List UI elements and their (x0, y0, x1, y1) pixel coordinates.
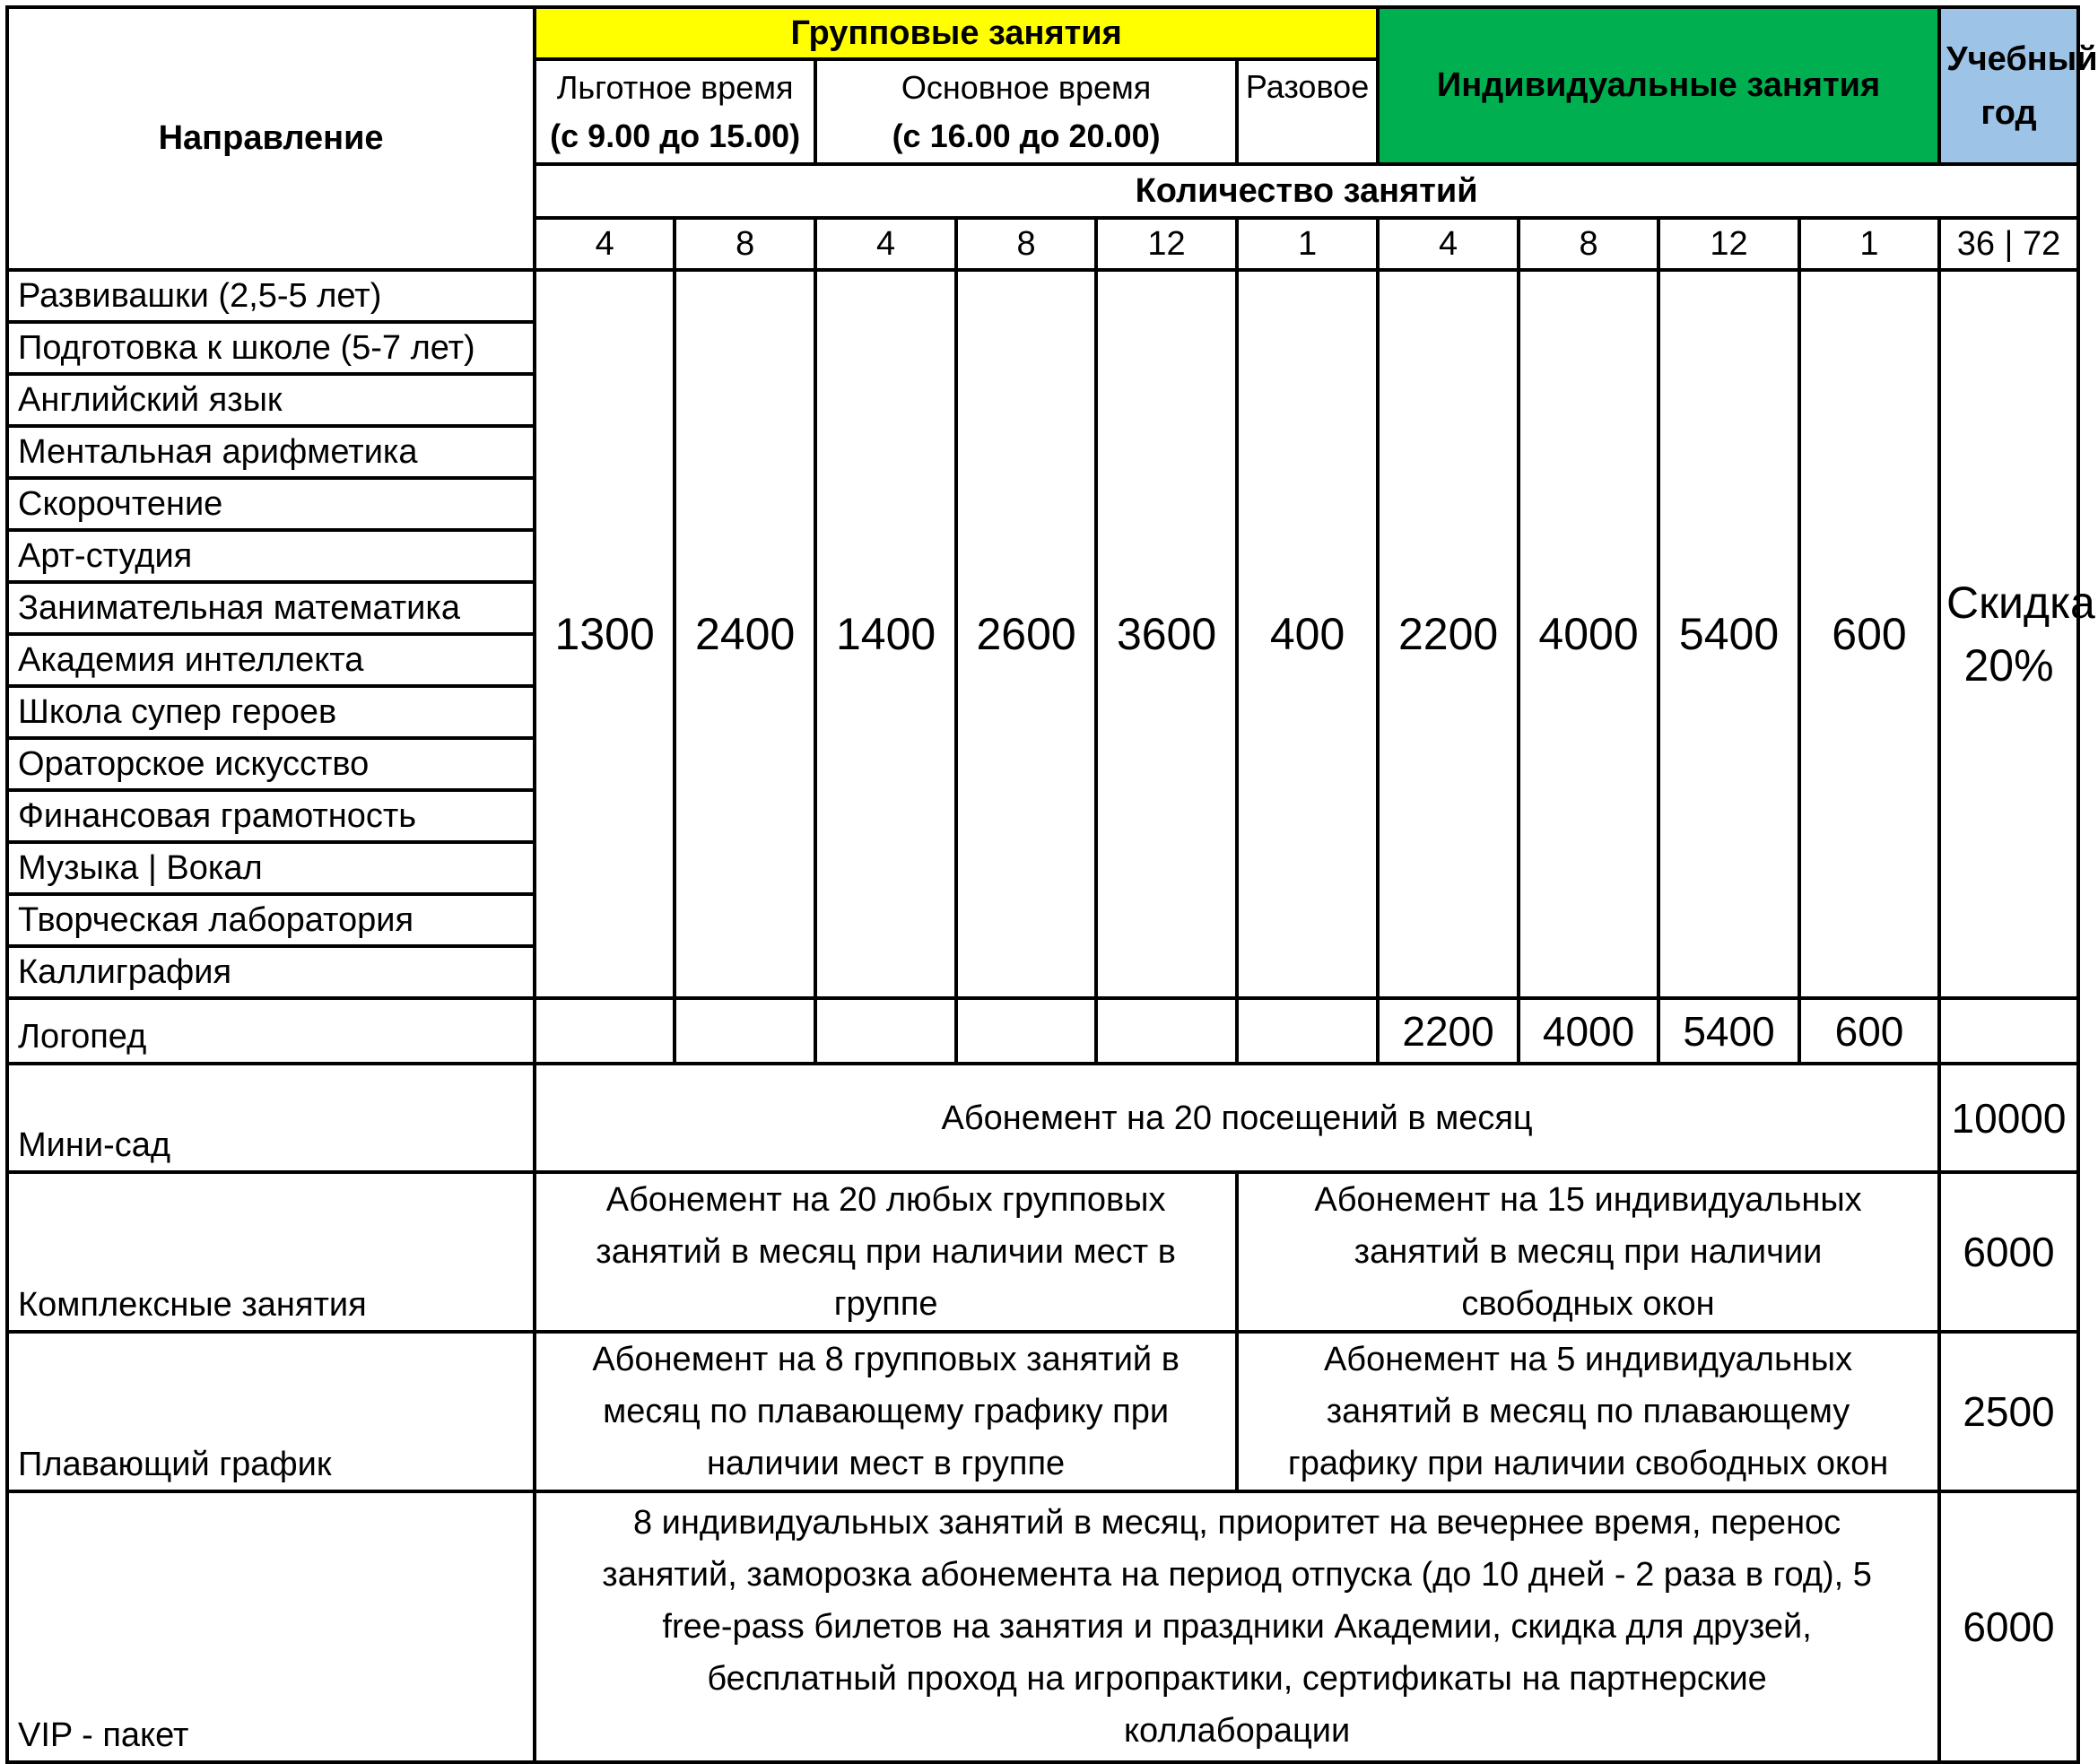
description-line: 8 индивидуальных занятий в месяц, приоритет на вечернее время, перенос (632, 1504, 1841, 1542)
logoped-price-cell (1378, 998, 1519, 1064)
price-value: 2500 (1963, 1388, 2055, 1435)
empty-cell (535, 998, 675, 1064)
direction-row-label (7, 738, 535, 790)
count-value: 12 (1710, 224, 1748, 263)
count-value: 1 (1859, 224, 1879, 263)
direction-name: Занимательная математика (18, 588, 460, 627)
direction-row-label (7, 582, 535, 634)
pricing-sheet (5, 5, 2098, 1754)
empty-cell (1237, 998, 1378, 1064)
empty-cell (956, 998, 1096, 1064)
empty-cell (1096, 998, 1237, 1064)
direction-row-label (7, 790, 535, 842)
price-cell (1096, 270, 1237, 998)
price-value: 6000 (1963, 1603, 2055, 1650)
count-cell (815, 218, 956, 270)
complex-group-description (535, 1172, 1237, 1332)
direction-row-label (7, 530, 535, 582)
logoped-price-cell (1519, 998, 1658, 1064)
preferential-time-hours: (с 9.00 до 15.00) (550, 117, 801, 154)
direction-row-label (7, 894, 535, 946)
vip-price (1939, 1491, 2078, 1762)
price-value: 3600 (1116, 609, 1217, 659)
count-value: 4 (595, 224, 614, 263)
description-line: Абонемент на 8 групповых занятий в (592, 1341, 1180, 1378)
price-value: 4000 (1542, 1007, 1635, 1055)
count-value: 12 (1147, 224, 1186, 263)
floating-price (1939, 1332, 2078, 1491)
price-value: 2400 (695, 609, 796, 659)
price-value: 2200 (1402, 1007, 1494, 1055)
direction-name: Скорочтение (18, 484, 223, 523)
floating-group-description (535, 1332, 1237, 1491)
direction-row-label (7, 842, 535, 894)
description-line: коллаборации (1123, 1712, 1351, 1750)
description-line: свободных окон (1461, 1285, 1715, 1323)
minisad-description (535, 1064, 1939, 1172)
price-value: 1400 (836, 609, 936, 659)
empty-cell (675, 998, 815, 1064)
direction-row-label (7, 686, 535, 738)
direction-row-label (7, 426, 535, 478)
direction-name: Развивашки (2,5-5 лет) (18, 276, 382, 315)
direction-name: Английский язык (18, 380, 283, 419)
direction-name: Академия интеллекта (18, 640, 364, 679)
price-cell (1658, 270, 1799, 998)
year-discount-line1: Скидка (1946, 578, 2095, 628)
count-cell (1378, 218, 1519, 270)
direction-row-label (7, 322, 535, 374)
count-value: 8 (1016, 224, 1036, 263)
description-line: занятий, заморозка абонемента на период отпуска (до 10 дней - 2 раза в год), 5 (602, 1556, 1872, 1594)
count-value: 4 (1439, 224, 1458, 263)
direction-name: Ораторское искусство (18, 744, 370, 783)
count-cell (535, 218, 675, 270)
main-time-header (815, 59, 1237, 164)
direction-name: Арт-студия (18, 536, 193, 575)
direction-name: Музыка | Вокал (18, 848, 263, 887)
count-value: 1 (1297, 224, 1318, 263)
description-line: free-pass билетов на занятия и праздники Академии, скидка для друзей, (662, 1608, 1812, 1646)
lessons-count-header (535, 164, 2078, 218)
main-time-label: Основное время (901, 68, 1152, 106)
price-value: 1300 (554, 609, 655, 659)
price-value: 600 (1832, 609, 1907, 659)
price-value: 400 (1269, 609, 1345, 659)
count-cell (1237, 218, 1378, 270)
price-value: 600 (1834, 1007, 1904, 1055)
minisad-price (1939, 1064, 2078, 1172)
price-cell (1519, 270, 1658, 998)
logoped-price-cell (1658, 998, 1799, 1064)
logoped-price-cell (1799, 998, 1939, 1064)
description-line: Абонемент на 5 индивидуальных (1323, 1341, 1853, 1378)
price-cell (815, 270, 956, 998)
description-line: занятий в месяц при наличии мест в (596, 1233, 1176, 1271)
count-cell (956, 218, 1096, 270)
academic-year-header (1939, 7, 2098, 164)
complex-individual-description (1237, 1172, 1939, 1332)
count-cell (1096, 218, 1237, 270)
floating-label-text: Плавающий график (18, 1446, 332, 1483)
price-cell (675, 270, 815, 998)
single-lesson-header (1237, 59, 1378, 164)
description-line: месяц по плавающему графику при (603, 1393, 1170, 1430)
direction-header-label: Направление (158, 119, 384, 157)
single-lesson-label: Разовое (1245, 68, 1370, 105)
academic-year-line1: Учебный (1946, 39, 2098, 78)
direction-row-label (7, 270, 535, 322)
description-line: Абонемент на 15 индивидуальных (1314, 1181, 1862, 1219)
preferential-time-header (535, 59, 815, 164)
individual-lessons-label: Индивидуальные занятия (1436, 66, 1881, 104)
academic-year-line2: год (1980, 93, 2037, 132)
description-line: группе (833, 1285, 938, 1323)
direction-header (7, 7, 535, 270)
price-value: 5400 (1678, 609, 1780, 659)
logoped-label (7, 998, 535, 1064)
preferential-time-label: Льготное время (556, 68, 794, 106)
vip-label (7, 1491, 535, 1762)
direction-name: Подготовка к школе (5-7 лет) (18, 328, 475, 367)
description-line: наличии мест в группе (707, 1445, 1066, 1482)
direction-row-label (7, 634, 535, 686)
vip-description (535, 1491, 1939, 1762)
price-cell (1378, 270, 1519, 998)
vip-label-text: VIP - пакет (18, 1716, 189, 1754)
price-value: 6000 (1963, 1229, 2055, 1275)
count-value: 36 | 72 (1956, 224, 2061, 263)
direction-name: Школа супер героев (18, 692, 337, 731)
empty-cell (815, 998, 956, 1064)
price-value: 5400 (1683, 1007, 1775, 1055)
count-cell (1939, 218, 2078, 270)
lessons-count-label: Количество занятий (1135, 171, 1478, 210)
pricing-table (5, 5, 2098, 1764)
floating-label (7, 1332, 535, 1491)
direction-name: Финансовая грамотность (18, 796, 417, 835)
direction-name: Творческая лаборатория (18, 900, 414, 939)
count-cell (1799, 218, 1939, 270)
price-cell (1237, 270, 1378, 998)
description-line: графику при наличии свободных окон (1287, 1445, 1889, 1482)
complex-label (7, 1172, 535, 1332)
direction-row-label (7, 946, 535, 998)
direction-row-label (7, 374, 535, 426)
count-value: 4 (876, 224, 896, 263)
price-value: 10000 (1951, 1094, 2067, 1142)
group-lessons-header (535, 7, 1378, 59)
count-value: 8 (736, 224, 755, 263)
count-cell (1519, 218, 1658, 270)
price-value: 4000 (1538, 609, 1639, 659)
direction-name: Ментальная арифметика (18, 432, 418, 471)
complex-price (1939, 1172, 2078, 1332)
complex-label-text: Комплексные занятия (18, 1286, 367, 1324)
minisad-description-text: Абонемент на 20 посещений в месяц (941, 1099, 1533, 1137)
count-cell (1658, 218, 1799, 270)
description-line: Абонемент на 20 любых групповых (605, 1181, 1166, 1219)
logoped-label-text: Логопед (18, 1018, 147, 1056)
description-line: бесплатный проход на игропрактики, сертификаты на партнерские (707, 1660, 1767, 1698)
description-line: занятий в месяц по плавающему (1326, 1393, 1850, 1430)
count-cell (675, 218, 815, 270)
main-time-hours: (с 16.00 до 20.00) (892, 117, 1161, 154)
description-line: занятий в месяц при наличии (1354, 1233, 1823, 1271)
group-lessons-label: Групповые занятия (790, 13, 1122, 52)
floating-individual-description (1237, 1332, 1939, 1491)
price-value: 2200 (1397, 609, 1499, 659)
direction-row-label (7, 478, 535, 530)
price-cell (956, 270, 1096, 998)
price-value: 2600 (976, 609, 1076, 659)
count-value: 8 (1579, 224, 1598, 263)
direction-name: Каллиграфия (18, 952, 232, 991)
individual-lessons-header (1378, 7, 1939, 164)
empty-cell (1939, 998, 2078, 1064)
minisad-label (7, 1064, 535, 1172)
price-cell (1799, 270, 1939, 998)
year-discount-cell (1939, 270, 2095, 998)
price-cell (535, 270, 675, 998)
year-discount-line2: 20% (1963, 640, 2054, 691)
minisad-label-text: Мини-сад (18, 1126, 171, 1164)
